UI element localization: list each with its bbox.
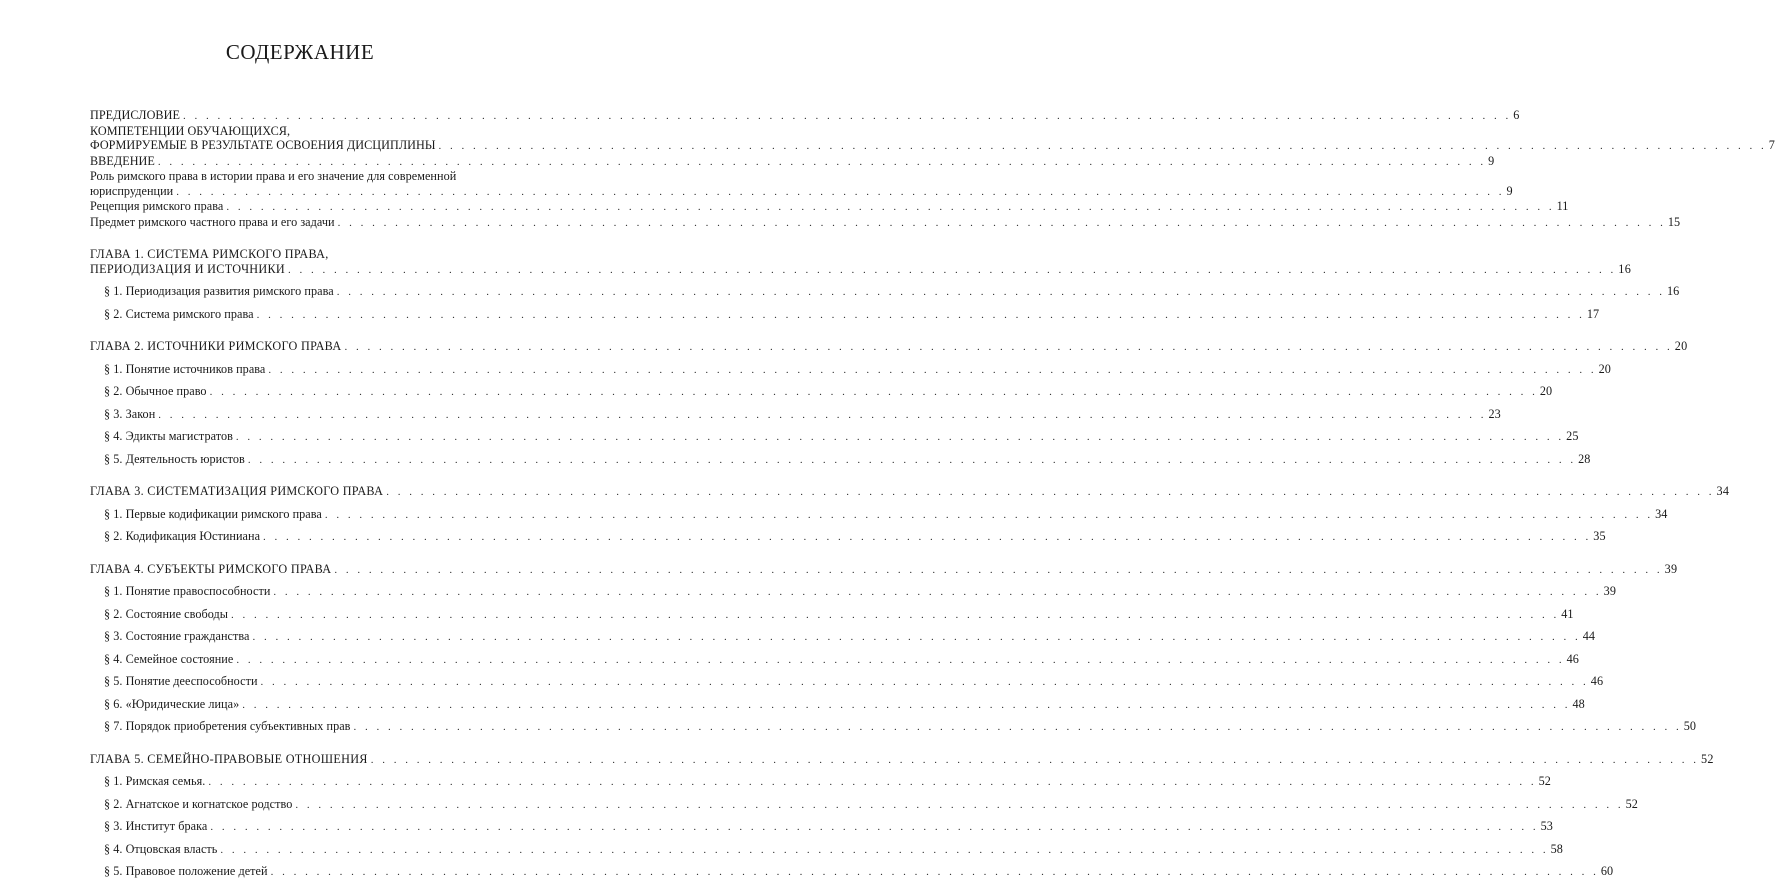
toc-entry-title: ПРЕДИСЛОВИЕ xyxy=(90,108,183,123)
toc-page-number: 25 xyxy=(1566,429,1579,443)
toc-page-number: 48 xyxy=(1572,696,1585,711)
toc-page-number: 50 xyxy=(1683,719,1697,733)
toc-chapter-entry[interactable] xyxy=(90,247,1632,277)
dot-leader xyxy=(338,216,1666,231)
dot-leader xyxy=(210,820,1538,835)
dot-leader xyxy=(263,530,1591,545)
toc-page-number: 34 xyxy=(1716,484,1730,498)
entry-gap xyxy=(90,622,508,629)
dot-leader xyxy=(344,340,1672,355)
toc-entry-title: ГЛАВА 4. СУБЪЕКТЫ РИМСКОГО ПРАВА xyxy=(90,562,334,577)
chapter-gap xyxy=(90,545,508,562)
dot-leader xyxy=(271,865,1599,880)
toc-entry-title: § 1. Понятие правоспособности xyxy=(90,584,273,599)
toc-page-number: 28 xyxy=(1578,451,1591,466)
toc-page-number: 9 xyxy=(1506,183,1513,198)
toc-section-entry[interactable] xyxy=(90,841,1563,858)
toc-page-number: 6 xyxy=(1513,108,1520,122)
toc-page-number: 16 xyxy=(1666,284,1680,298)
toc-page-number: 20 xyxy=(1598,361,1611,376)
toc-front-entry[interactable] xyxy=(90,108,1520,124)
toc-front-entry[interactable] xyxy=(90,153,1495,170)
toc-page-number: 11 xyxy=(1556,199,1569,213)
toc-entry-title: § 2. Система римского права xyxy=(90,307,257,322)
toc-page-number: 20 xyxy=(1539,384,1553,398)
dot-leader xyxy=(220,843,1548,858)
dot-leader xyxy=(176,185,1504,200)
entry-gap xyxy=(90,522,508,529)
dot-leader xyxy=(386,485,1714,500)
toc-entry-title-line: ГЛАВА 1. СИСТЕМА РИМСКОГО ПРАВА, xyxy=(90,247,329,261)
dot-leader xyxy=(253,630,1581,645)
toc-page-number: 52 xyxy=(1700,751,1714,766)
toc-entry-title: § 2. Агнатское и когнатское родство xyxy=(90,797,295,812)
dot-leader xyxy=(158,155,1486,170)
toc-entry-title: § 5. Понятие дееспособности xyxy=(90,674,261,689)
toc-page-number: 34 xyxy=(1655,506,1668,521)
toc-entry-title: § 2. Обычное право xyxy=(90,384,210,399)
toc-page-number: 53 xyxy=(1540,819,1553,833)
toc-entry-title-line: КОМПЕТЕНЦИИ ОБУЧАЮЩИХСЯ, xyxy=(90,123,291,138)
toc-section-entry[interactable] xyxy=(90,306,1600,323)
toc-entry-title: ПЕРИОДИЗАЦИЯ И ИСТОЧНИКИ xyxy=(90,262,288,277)
dot-leader xyxy=(439,139,1767,154)
toc-entry-title: Предмет римского частного права и его задачи xyxy=(90,215,338,230)
toc-section-entry[interactable] xyxy=(90,864,1614,880)
toc-page-number: 46 xyxy=(1590,674,1604,688)
dot-leader xyxy=(334,563,1662,578)
toc-section-entry[interactable] xyxy=(90,429,1579,445)
toc-section-entry[interactable] xyxy=(90,819,1553,835)
dot-leader xyxy=(236,430,1564,445)
entry-gap xyxy=(90,857,508,864)
toc-page-number: 9 xyxy=(1488,153,1495,168)
toc-section-entry[interactable] xyxy=(90,719,1697,735)
toc-front-entry[interactable] xyxy=(90,199,1569,215)
chapter-gap xyxy=(90,467,508,484)
dot-leader xyxy=(183,109,1511,124)
toc-entry-title: ВВЕДЕНИЕ xyxy=(90,154,158,169)
toc-page-number: 46 xyxy=(1566,651,1579,666)
toc-chapter-entry[interactable] xyxy=(90,561,1678,578)
toc-front-entry[interactable] xyxy=(90,169,1513,199)
entry-gap xyxy=(90,300,508,307)
toc-section-entry[interactable] xyxy=(90,506,1668,523)
toc-entry-title: § 5. Правовое положение детей xyxy=(90,864,271,879)
dot-leader xyxy=(242,698,1570,713)
entry-gap xyxy=(90,600,508,607)
entry-gap xyxy=(90,577,508,584)
toc-entry-title: юриспруденции xyxy=(90,184,176,199)
toc-page-number: 58 xyxy=(1550,841,1563,856)
toc-entry-title: Рецепция римского права xyxy=(90,199,226,214)
dot-leader xyxy=(231,608,1559,623)
toc-section-entry[interactable] xyxy=(90,774,1551,790)
toc-section-entry[interactable] xyxy=(90,451,1591,468)
chapter-gap xyxy=(90,322,508,339)
toc-entry-title: § 1. Первые кодификации римского права xyxy=(90,507,325,522)
dot-leader xyxy=(354,720,1682,735)
dot-leader xyxy=(268,363,1596,378)
table-of-contents xyxy=(90,108,1775,880)
dot-leader xyxy=(261,675,1589,690)
dot-leader xyxy=(325,508,1653,523)
toc-page-number: 17 xyxy=(1586,306,1600,321)
chapter-gap xyxy=(90,230,508,247)
toc-entry-title: § 5. Деятельность юристов xyxy=(90,452,248,467)
toc-entry-title: § 6. «Юридические лица» xyxy=(90,697,242,712)
toc-entry-title: § 4. Эдикты магистратов xyxy=(90,429,236,444)
dot-leader xyxy=(248,453,1576,468)
dot-leader xyxy=(288,263,1616,278)
entry-gap xyxy=(90,667,508,674)
dot-leader xyxy=(158,408,1486,423)
entry-gap xyxy=(90,355,508,362)
toc-entry-title: ГЛАВА 3. СИСТЕМАТИЗАЦИЯ РИМСКОГО ПРАВА xyxy=(90,484,386,499)
dot-leader xyxy=(236,653,1564,668)
toc-entry-title: § 1. Периодизация развития римского права xyxy=(90,284,337,299)
toc-page-number: 35 xyxy=(1593,529,1606,543)
toc-chapter-entry[interactable] xyxy=(90,484,1730,500)
toc-entry-title-line: Роль римского права в истории права и его значение для современной xyxy=(90,169,457,183)
toc-page-number: 41 xyxy=(1561,606,1574,621)
toc-entry-title: § 4. Отцовская власть xyxy=(90,842,220,857)
toc-entry-title: § 1. Римская семья. xyxy=(90,774,208,789)
entry-gap xyxy=(90,690,508,697)
toc-entry-title: § 2. Кодификация Юстиниана xyxy=(90,529,263,544)
entry-gap xyxy=(90,400,508,407)
toc-section-entry[interactable] xyxy=(90,696,1585,713)
toc-entry-title: § 1. Понятие источников права xyxy=(90,362,268,377)
toc-entry-title: § 3. Закон xyxy=(90,407,158,422)
toc-section-entry[interactable] xyxy=(90,361,1611,378)
toc-page-number: 39 xyxy=(1603,584,1616,598)
toc-entry-title: § 3. Институт брака xyxy=(90,819,210,834)
toc-section-entry[interactable] xyxy=(90,384,1553,400)
toc-section-entry[interactable] xyxy=(90,796,1638,813)
entry-gap xyxy=(90,790,508,797)
toc-section-entry[interactable] xyxy=(90,284,1680,300)
toc-page-number: 39 xyxy=(1664,561,1678,576)
toc-page-number: 16 xyxy=(1618,261,1632,276)
toc-chapter-entry[interactable] xyxy=(90,339,1688,355)
toc-page-number: 52 xyxy=(1538,774,1551,788)
dot-leader xyxy=(273,585,1601,600)
toc-section-entry[interactable] xyxy=(90,584,1616,600)
dot-leader xyxy=(337,285,1665,300)
toc-section-entry[interactable] xyxy=(90,674,1604,690)
entry-gap xyxy=(90,835,508,842)
entry-gap xyxy=(90,767,508,774)
toc-page-number: 20 xyxy=(1674,339,1688,353)
dot-leader xyxy=(208,775,1536,790)
toc-section-entry[interactable] xyxy=(90,529,1606,545)
entry-gap xyxy=(90,277,508,284)
toc-entry-title: § 7. Порядок приобретения субъективных прав xyxy=(90,719,354,734)
toc-page-number: 60 xyxy=(1600,864,1614,878)
toc-section-entry[interactable] xyxy=(90,606,1574,623)
entry-gap xyxy=(90,445,508,452)
toc-front-entry[interactable] xyxy=(90,214,1681,231)
entry-gap xyxy=(90,422,508,429)
dot-leader xyxy=(295,798,1623,813)
toc-page-number: 23 xyxy=(1488,406,1501,421)
entry-gap xyxy=(90,712,508,719)
toc-page-number: 52 xyxy=(1625,796,1638,811)
toc-entry-title: ГЛАВА 2. ИСТОЧНИКИ РИМСКОГО ПРАВА xyxy=(90,339,344,354)
dot-leader xyxy=(257,308,1585,323)
toc-page-number: 44 xyxy=(1582,629,1596,643)
toc-section-entry[interactable] xyxy=(90,651,1579,668)
dot-leader xyxy=(226,200,1554,215)
entry-gap xyxy=(90,645,508,652)
toc-section-entry[interactable] xyxy=(90,406,1501,423)
toc-page-number: 7 xyxy=(1768,138,1775,152)
toc-entry-title: § 2. Состояние свободы xyxy=(90,607,231,622)
toc-entry-title: ФОРМИРУЕМЫЕ В РЕЗУЛЬТАТЕ ОСВОЕНИЯ ДИСЦИПЛИНЫ xyxy=(90,138,439,153)
chapter-gap xyxy=(90,735,508,752)
dot-leader xyxy=(210,385,1538,400)
toc-chapter-entry[interactable] xyxy=(90,751,1714,768)
toc-page-number: 15 xyxy=(1667,214,1681,229)
entry-gap xyxy=(90,377,508,384)
toc-entry-title: § 4. Семейное состояние xyxy=(90,652,236,667)
toc-entry-title: ГЛАВА 5. СЕМЕЙНО-ПРАВОВЫЕ ОТНОШЕНИЯ xyxy=(90,752,371,767)
entry-gap xyxy=(90,812,508,819)
toc-section-entry[interactable] xyxy=(90,629,1596,645)
entry-gap xyxy=(90,500,508,507)
toc-front-entry[interactable] xyxy=(90,123,1775,154)
toc-entry-title: § 3. Состояние гражданства xyxy=(90,629,253,644)
dot-leader xyxy=(371,753,1699,768)
page-title: СОДЕРЖАНИЕ xyxy=(225,40,375,64)
